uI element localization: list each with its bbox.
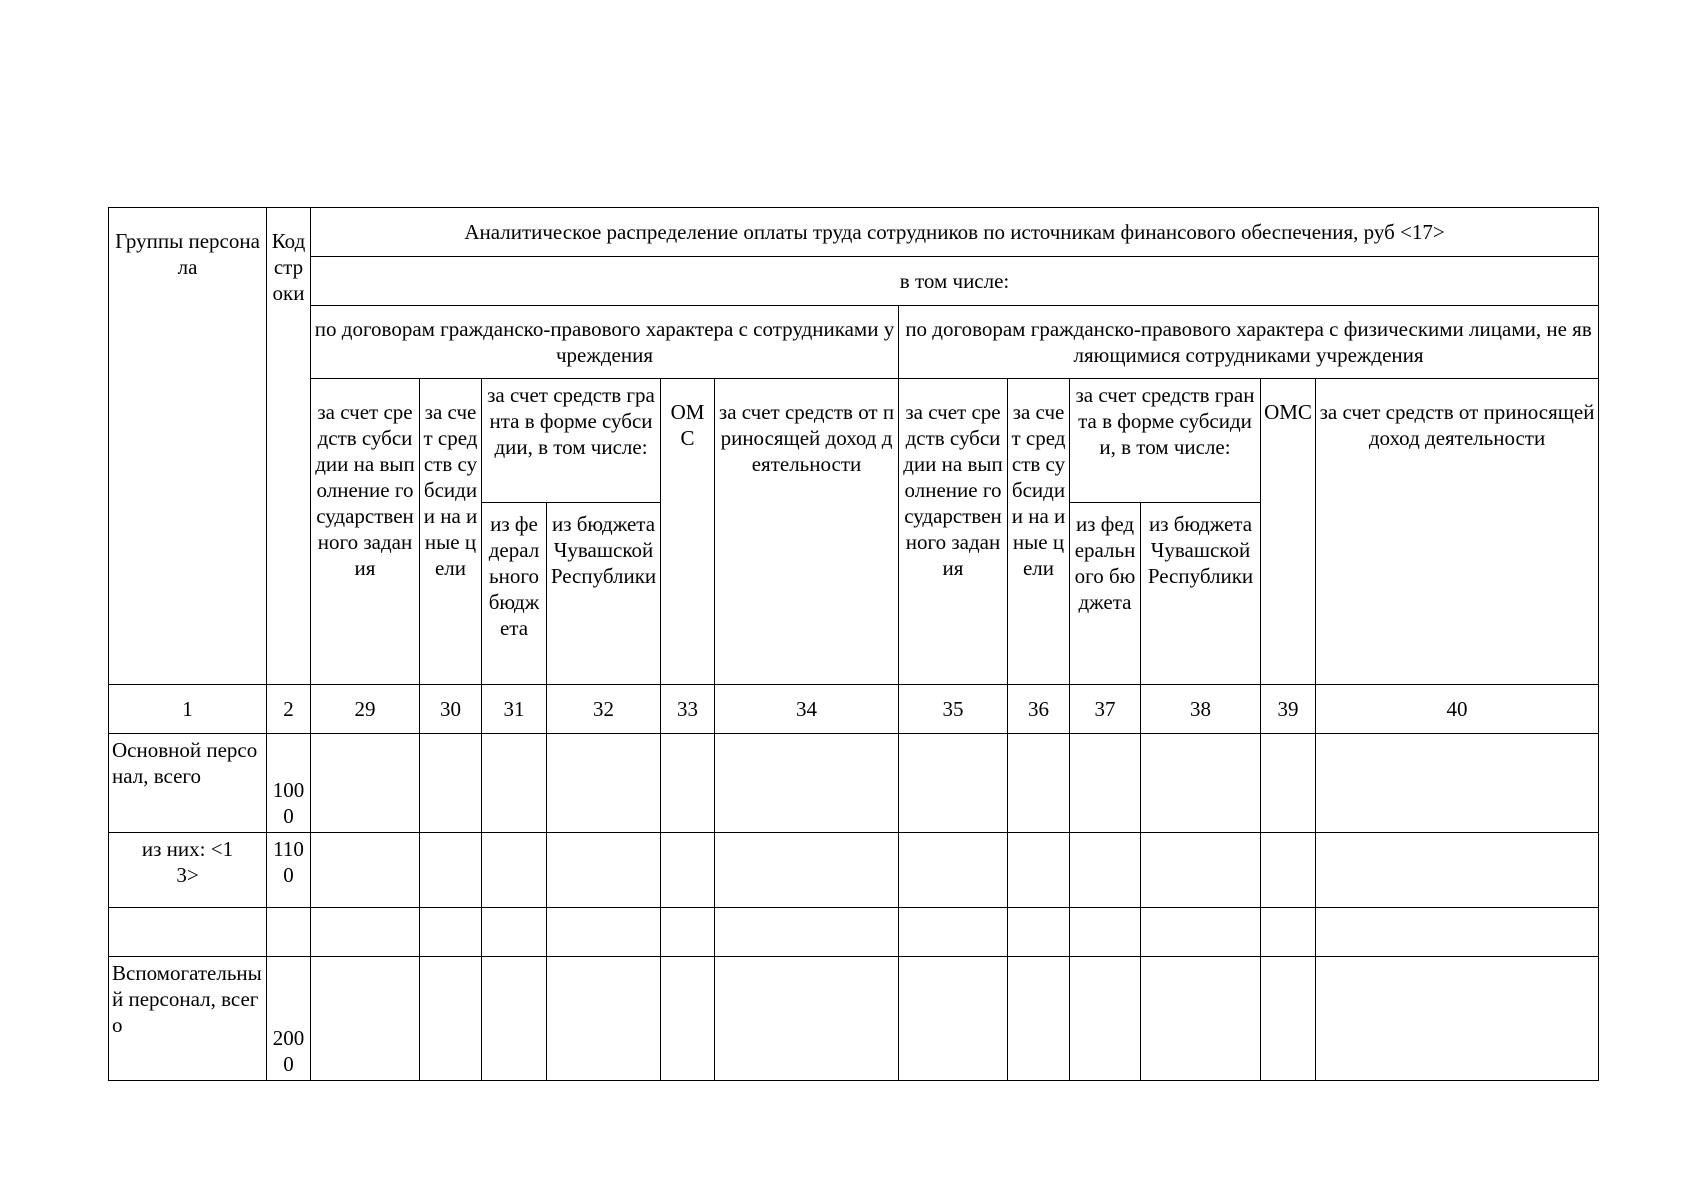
table-cell: [1141, 833, 1261, 908]
table-cell: [1261, 908, 1316, 957]
table-cell: [1141, 734, 1261, 833]
column-number: 40: [1316, 685, 1599, 734]
row-label: Вспомогательный персонал, всего: [109, 957, 267, 1081]
a-income-header: за счет средств от приносящей доход деятельности: [715, 379, 899, 685]
groups-header: Группы персонала: [109, 208, 267, 685]
a-federal-header: из федерального бюджета: [482, 503, 547, 685]
table-cell: [661, 957, 715, 1081]
b-income-header: за счет средств от приносящей доход деятельности: [1316, 379, 1599, 685]
table-cell: [899, 908, 1008, 957]
table-cell: [1070, 833, 1141, 908]
table-cell: [1070, 734, 1141, 833]
table-cell: [661, 734, 715, 833]
code-header: Код строки: [267, 208, 311, 685]
table-cell: [420, 957, 482, 1081]
row-label: [109, 908, 267, 957]
table-cell: [715, 908, 899, 957]
b-other-goals-header: за счет средств субсидии на иные цели: [1008, 379, 1070, 685]
table-cell: [1261, 833, 1316, 908]
column-number: 37: [1070, 685, 1141, 734]
table-row: [109, 734, 1599, 833]
section-b-header: по договорам гражданско-правового характера с физическими лицами, не являющимися сотрудниками учреждения: [899, 306, 1599, 379]
table-cell: [661, 833, 715, 908]
table-cell: [311, 908, 420, 957]
row-code: 2000: [267, 957, 311, 1081]
table-cell: [1141, 908, 1261, 957]
table-cell: [715, 734, 899, 833]
staff-payroll-distribution-table: [108, 207, 1599, 1081]
table-cell: [311, 957, 420, 1081]
column-number: 33: [661, 685, 715, 734]
a-oms-header: ОМС: [661, 379, 715, 685]
table-cell: [1261, 957, 1316, 1081]
table-cell: [899, 957, 1008, 1081]
table-cell: [1261, 734, 1316, 833]
section-a-header: по договорам гражданско-правового характера с сотрудниками учреждения: [311, 306, 899, 379]
a-chuvash-header: из бюджета Чувашской Республики: [547, 503, 661, 685]
table-row: [109, 833, 1599, 908]
header-row-including: [109, 257, 1599, 306]
table-cell: [547, 908, 661, 957]
table-cell: [311, 833, 420, 908]
header-row-sections: [109, 306, 1599, 379]
table-cell: [547, 957, 661, 1081]
column-number: 30: [420, 685, 482, 734]
a-other-goals-header: за счет средств субсидии на иные цели: [420, 379, 482, 685]
table-cell: [1008, 908, 1070, 957]
table-cell: [715, 957, 899, 1081]
table-cell: [482, 908, 547, 957]
table-cell: [1141, 957, 1261, 1081]
table-cell: [420, 734, 482, 833]
a-state-task-header: за счет средств субсидии на выполнение государственного задания: [311, 379, 420, 685]
table-cell: [420, 908, 482, 957]
table-cell: [482, 957, 547, 1081]
table-cell: [1008, 734, 1070, 833]
header-row-sources: [109, 379, 1599, 503]
table-cell: [899, 734, 1008, 833]
column-number: 32: [547, 685, 661, 734]
column-number: 29: [311, 685, 420, 734]
row-code: 1100: [267, 833, 311, 908]
table-cell: [715, 833, 899, 908]
column-numbers-row: [109, 685, 1599, 734]
table-row: [109, 957, 1599, 1081]
table-cell: [1008, 957, 1070, 1081]
table-cell: [482, 734, 547, 833]
table-cell: [899, 833, 1008, 908]
table-cell: [420, 833, 482, 908]
table-cell: [311, 734, 420, 833]
table-cell: [1070, 957, 1141, 1081]
b-state-task-header: за счет средств субсидии на выполнение государственного задания: [899, 379, 1008, 685]
table-row: [109, 908, 1599, 957]
including-header: в том числе:: [311, 257, 1599, 306]
main-header: Аналитическое распределение оплаты труда сотрудников по источникам финансового обеспечения, руб <17>: [311, 208, 1599, 257]
header-row-main: [109, 208, 1599, 257]
column-number: 34: [715, 685, 899, 734]
table-cell: [547, 734, 661, 833]
b-chuvash-header: из бюджета Чувашской Республики: [1141, 503, 1261, 685]
table-cell: [1316, 957, 1599, 1081]
column-number: 38: [1141, 685, 1261, 734]
table-cell: [1008, 833, 1070, 908]
table-cell: [482, 833, 547, 908]
column-number: 39: [1261, 685, 1316, 734]
table-cell: [1316, 833, 1599, 908]
column-number: 1: [109, 685, 267, 734]
row-code: [267, 908, 311, 957]
b-grant-header: за счет средств гранта в форме субсидии, в том числе:: [1070, 379, 1261, 503]
column-number: 36: [1008, 685, 1070, 734]
row-label: из них: <13>: [109, 833, 267, 908]
b-oms-header: ОМС: [1261, 379, 1316, 685]
column-number: 35: [899, 685, 1008, 734]
row-label: Основной персонал, всего: [109, 734, 267, 833]
table-cell: [1070, 908, 1141, 957]
table-cell: [1316, 734, 1599, 833]
b-federal-header: из федерального бюджета: [1070, 503, 1141, 685]
column-number: 2: [267, 685, 311, 734]
column-number: 31: [482, 685, 547, 734]
row-code: 1000: [267, 734, 311, 833]
table-cell: [661, 908, 715, 957]
a-grant-header: за счет средств гранта в форме субсидии, в том числе:: [482, 379, 661, 503]
table-cell: [1316, 908, 1599, 957]
table-cell: [547, 833, 661, 908]
